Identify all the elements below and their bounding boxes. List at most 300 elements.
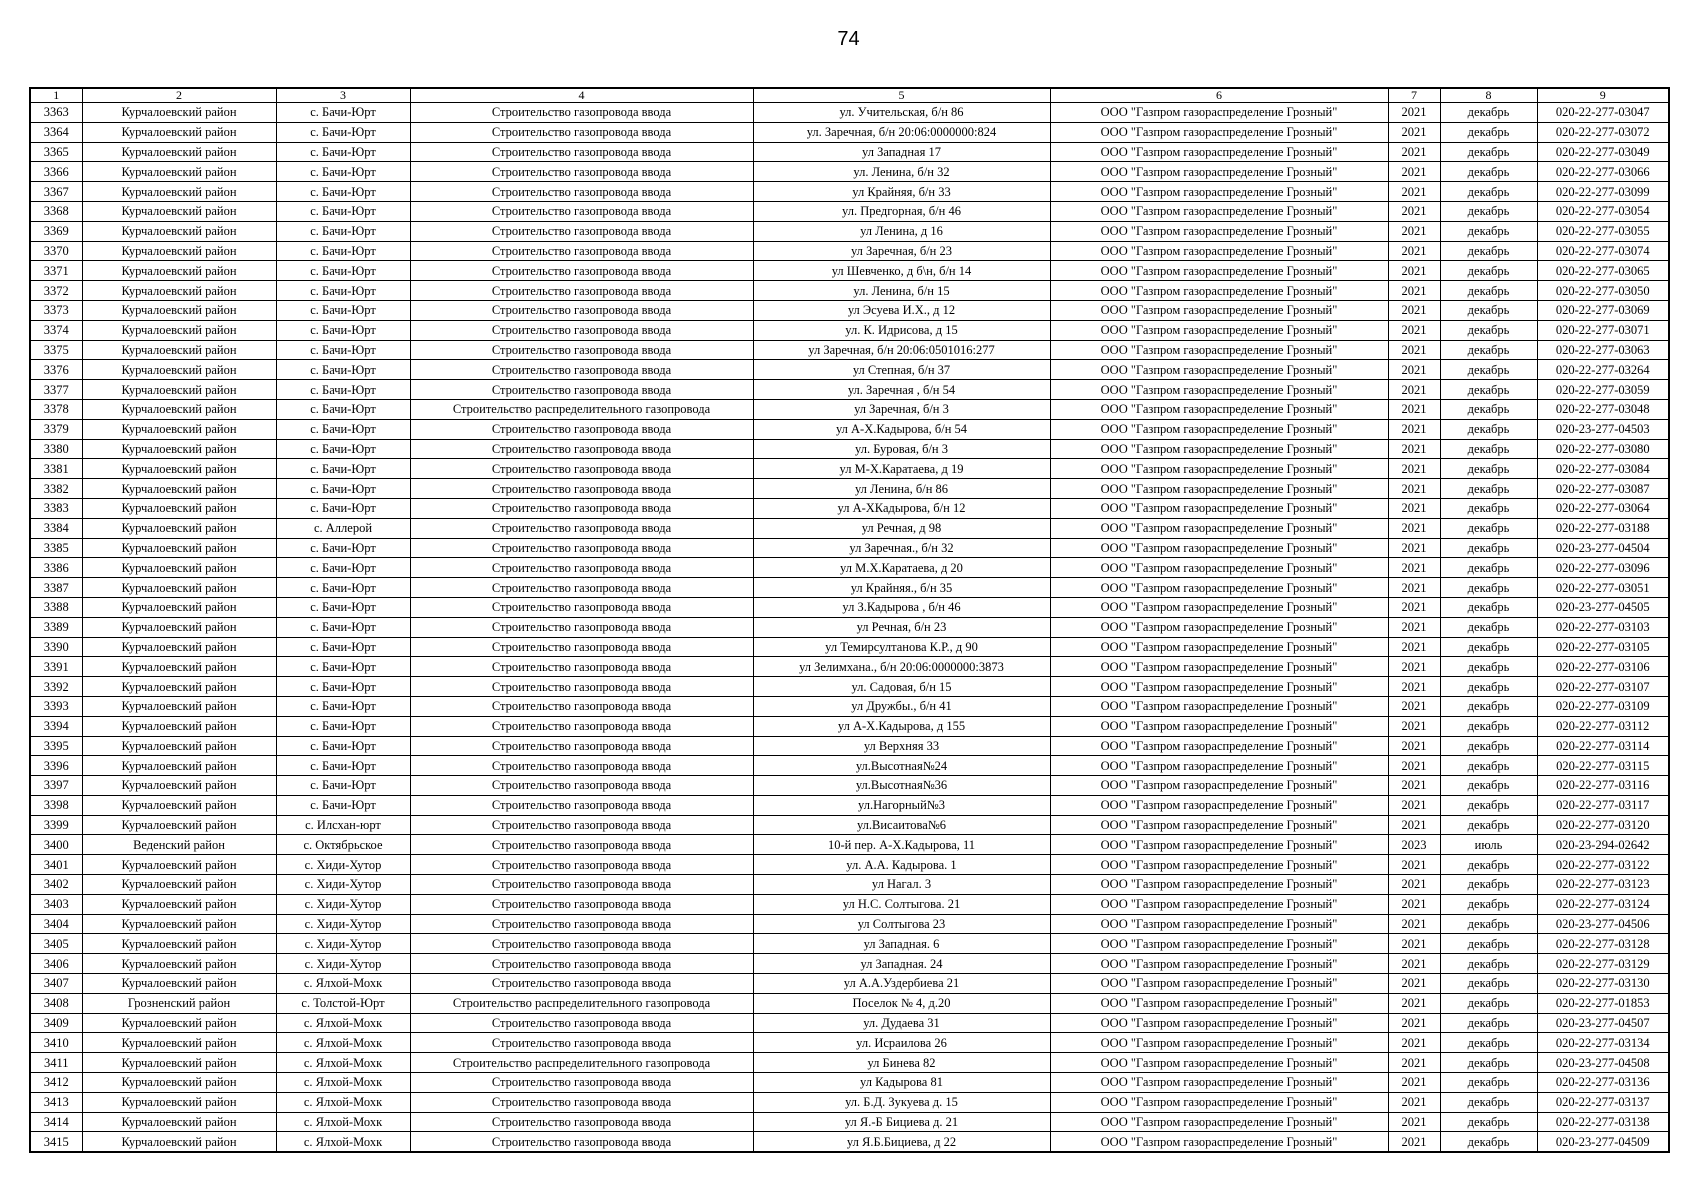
address-cell: ул Заречная, б/н 23 xyxy=(753,241,1050,261)
registration-number-cell: 020-22-277-03084 xyxy=(1537,459,1669,479)
address-cell: ул А-Х.Кадырова, д 155 xyxy=(753,716,1050,736)
district-cell: Курчалоевский район xyxy=(82,439,276,459)
settlement-cell: с. Ялхой-Мохк xyxy=(276,1033,410,1053)
row-number-cell: 3411 xyxy=(30,1053,82,1073)
month-cell: декабрь xyxy=(1440,380,1537,400)
year-cell: 2021 xyxy=(1388,162,1440,182)
row-number-cell: 3390 xyxy=(30,637,82,657)
organization-cell: ООО "Газпром газораспределение Грозный" xyxy=(1050,855,1388,875)
registration-number-cell: 020-22-277-03134 xyxy=(1537,1033,1669,1053)
table-row xyxy=(30,835,1669,855)
settlement-cell: с. Ялхой-Мохк xyxy=(276,1112,410,1132)
year-cell: 2021 xyxy=(1388,776,1440,796)
address-cell: ул Эсуева И.Х., д 12 xyxy=(753,300,1050,320)
address-cell: ул Ленина, б/н 86 xyxy=(753,479,1050,499)
year-cell: 2021 xyxy=(1388,498,1440,518)
work-type-cell: Строительство газопровода ввода xyxy=(410,162,753,182)
year-cell: 2021 xyxy=(1388,993,1440,1013)
registration-number-cell: 020-23-277-04504 xyxy=(1537,538,1669,558)
table-row xyxy=(30,419,1669,439)
work-type-cell: Строительство газопровода ввода xyxy=(410,1112,753,1132)
district-cell: Курчалоевский район xyxy=(82,716,276,736)
row-number-cell: 3395 xyxy=(30,736,82,756)
work-type-cell: Строительство газопровода ввода xyxy=(410,300,753,320)
year-cell: 2021 xyxy=(1388,696,1440,716)
settlement-cell: с. Бачи-Юрт xyxy=(276,103,410,123)
year-cell: 2021 xyxy=(1388,538,1440,558)
district-cell: Курчалоевский район xyxy=(82,756,276,776)
district-cell: Курчалоевский район xyxy=(82,558,276,578)
table-row xyxy=(30,221,1669,241)
month-cell: декабрь xyxy=(1440,360,1537,380)
row-number-cell: 3403 xyxy=(30,894,82,914)
address-cell: ул. Садовая, б/н 15 xyxy=(753,677,1050,697)
settlement-cell: с. Бачи-Юрт xyxy=(276,281,410,301)
month-cell: декабрь xyxy=(1440,1092,1537,1112)
district-cell: Курчалоевский район xyxy=(82,221,276,241)
district-cell: Курчалоевский район xyxy=(82,340,276,360)
settlement-cell: с. Ялхой-Мохк xyxy=(276,1092,410,1112)
address-cell: ул А.А.Уздербиева 21 xyxy=(753,974,1050,994)
district-cell: Курчалоевский район xyxy=(82,162,276,182)
row-number-cell: 3368 xyxy=(30,201,82,221)
year-cell: 2021 xyxy=(1388,1013,1440,1033)
address-cell: 10-й пер. А-Х.Кадырова, 11 xyxy=(753,835,1050,855)
month-cell: декабрь xyxy=(1440,201,1537,221)
month-cell: декабрь xyxy=(1440,479,1537,499)
year-cell: 2021 xyxy=(1388,241,1440,261)
district-cell: Курчалоевский район xyxy=(82,241,276,261)
month-cell: декабрь xyxy=(1440,538,1537,558)
registration-number-cell: 020-22-277-03116 xyxy=(1537,776,1669,796)
address-cell: ул Солтыгова 23 xyxy=(753,914,1050,934)
registration-number-cell: 020-22-277-03071 xyxy=(1537,320,1669,340)
organization-cell: ООО "Газпром газораспределение Грозный" xyxy=(1050,498,1388,518)
registration-number-cell: 020-22-277-03103 xyxy=(1537,617,1669,637)
district-cell: Курчалоевский район xyxy=(82,122,276,142)
month-cell: декабрь xyxy=(1440,736,1537,756)
settlement-cell: с. Хиди-Хутор xyxy=(276,914,410,934)
registration-number-cell: 020-22-277-03096 xyxy=(1537,558,1669,578)
year-cell: 2021 xyxy=(1388,934,1440,954)
work-type-cell: Строительство газопровода ввода xyxy=(410,835,753,855)
settlement-cell: с. Бачи-Юрт xyxy=(276,756,410,776)
organization-cell: ООО "Газпром газораспределение Грозный" xyxy=(1050,300,1388,320)
address-cell: ул Речная, д 98 xyxy=(753,518,1050,538)
work-type-cell: Строительство газопровода ввода xyxy=(410,558,753,578)
row-number-cell: 3381 xyxy=(30,459,82,479)
month-cell: декабрь xyxy=(1440,340,1537,360)
address-cell: ул. Заречная , б/н 54 xyxy=(753,380,1050,400)
address-cell: ул М-Х.Каратаева, д 19 xyxy=(753,459,1050,479)
year-cell: 2021 xyxy=(1388,558,1440,578)
month-cell: декабрь xyxy=(1440,696,1537,716)
row-number-cell: 3382 xyxy=(30,479,82,499)
table-body xyxy=(30,103,1669,1153)
row-number-cell: 3394 xyxy=(30,716,82,736)
organization-cell: ООО "Газпром газораспределение Грозный" xyxy=(1050,974,1388,994)
address-cell: ул. Буровая, б/н 3 xyxy=(753,439,1050,459)
row-number-cell: 3408 xyxy=(30,993,82,1013)
month-cell: декабрь xyxy=(1440,518,1537,538)
table-row xyxy=(30,103,1669,123)
month-cell: декабрь xyxy=(1440,300,1537,320)
organization-cell: ООО "Газпром газораспределение Грозный" xyxy=(1050,1053,1388,1073)
column-number-header-row xyxy=(30,88,1669,103)
year-cell: 2021 xyxy=(1388,261,1440,281)
address-cell: ул М.Х.Каратаева, д 20 xyxy=(753,558,1050,578)
year-cell: 2021 xyxy=(1388,677,1440,697)
registration-number-cell: 020-22-277-03099 xyxy=(1537,182,1669,202)
year-cell: 2021 xyxy=(1388,300,1440,320)
row-number-cell: 3384 xyxy=(30,518,82,538)
year-cell: 2021 xyxy=(1388,1073,1440,1093)
row-number-cell: 3369 xyxy=(30,221,82,241)
district-cell: Веденский район xyxy=(82,835,276,855)
district-cell: Курчалоевский район xyxy=(82,201,276,221)
work-type-cell: Строительство газопровода ввода xyxy=(410,1132,753,1152)
registration-number-cell: 020-22-277-03063 xyxy=(1537,340,1669,360)
district-cell: Курчалоевский район xyxy=(82,617,276,637)
address-cell: ул. А.А. Кадырова. 1 xyxy=(753,855,1050,875)
work-type-cell: Строительство газопровода ввода xyxy=(410,1092,753,1112)
row-number-cell: 3401 xyxy=(30,855,82,875)
row-number-cell: 3397 xyxy=(30,776,82,796)
table-row xyxy=(30,320,1669,340)
month-cell: декабрь xyxy=(1440,934,1537,954)
year-cell: 2021 xyxy=(1388,1033,1440,1053)
address-cell: ул. Б.Д. Зукуева д. 15 xyxy=(753,1092,1050,1112)
registration-number-cell: 020-22-277-03048 xyxy=(1537,399,1669,419)
month-cell: декабрь xyxy=(1440,162,1537,182)
organization-cell: ООО "Газпром газораспределение Грозный" xyxy=(1050,1112,1388,1132)
month-cell: декабрь xyxy=(1440,320,1537,340)
year-cell: 2021 xyxy=(1388,518,1440,538)
district-cell: Курчалоевский район xyxy=(82,954,276,974)
registration-number-cell: 020-22-277-03059 xyxy=(1537,380,1669,400)
month-cell: декабрь xyxy=(1440,993,1537,1013)
settlement-cell: с. Аллерой xyxy=(276,518,410,538)
address-cell: ул Нагал. 3 xyxy=(753,875,1050,895)
organization-cell: ООО "Газпром газораспределение Грозный" xyxy=(1050,1013,1388,1033)
work-type-cell: Строительство газопровода ввода xyxy=(410,934,753,954)
year-cell: 2021 xyxy=(1388,221,1440,241)
work-type-cell: Строительство газопровода ввода xyxy=(410,795,753,815)
year-cell: 2021 xyxy=(1388,1053,1440,1073)
month-cell: декабрь xyxy=(1440,1132,1537,1152)
year-cell: 2021 xyxy=(1388,875,1440,895)
work-type-cell: Строительство газопровода ввода xyxy=(410,201,753,221)
year-cell: 2021 xyxy=(1388,320,1440,340)
month-cell: декабрь xyxy=(1440,1073,1537,1093)
column-header: 9 xyxy=(1537,88,1669,103)
table-row xyxy=(30,162,1669,182)
registration-number-cell: 020-22-277-03087 xyxy=(1537,479,1669,499)
table-row xyxy=(30,1073,1669,1093)
address-cell: ул Темирсултанова К.Р., д 90 xyxy=(753,637,1050,657)
registration-number-cell: 020-22-277-03117 xyxy=(1537,795,1669,815)
column-header: 4 xyxy=(410,88,753,103)
settlement-cell: с. Бачи-Юрт xyxy=(276,360,410,380)
registration-number-cell: 020-22-277-03115 xyxy=(1537,756,1669,776)
organization-cell: ООО "Газпром газораспределение Грозный" xyxy=(1050,795,1388,815)
organization-cell: ООО "Газпром газораспределение Грозный" xyxy=(1050,677,1388,697)
year-cell: 2021 xyxy=(1388,380,1440,400)
row-number-cell: 3379 xyxy=(30,419,82,439)
work-type-cell: Строительство газопровода ввода xyxy=(410,241,753,261)
address-cell: ул Заречная., б/н 32 xyxy=(753,538,1050,558)
row-number-cell: 3378 xyxy=(30,399,82,419)
table-row xyxy=(30,142,1669,162)
month-cell: декабрь xyxy=(1440,419,1537,439)
district-cell: Курчалоевский район xyxy=(82,934,276,954)
organization-cell: ООО "Газпром газораспределение Грозный" xyxy=(1050,736,1388,756)
row-number-cell: 3412 xyxy=(30,1073,82,1093)
row-number-cell: 3376 xyxy=(30,360,82,380)
organization-cell: ООО "Газпром газораспределение Грозный" xyxy=(1050,360,1388,380)
table-row xyxy=(30,993,1669,1013)
table-row xyxy=(30,498,1669,518)
month-cell: декабрь xyxy=(1440,221,1537,241)
month-cell: декабрь xyxy=(1440,281,1537,301)
settlement-cell: с. Хиди-Хутор xyxy=(276,875,410,895)
row-number-cell: 3372 xyxy=(30,281,82,301)
address-cell: ул.Висаитова№6 xyxy=(753,815,1050,835)
table-row xyxy=(30,1132,1669,1152)
work-type-cell: Строительство газопровода ввода xyxy=(410,894,753,914)
work-type-cell: Строительство газопровода ввода xyxy=(410,320,753,340)
registration-number-cell: 020-22-277-03072 xyxy=(1537,122,1669,142)
settlement-cell: с. Хиди-Хутор xyxy=(276,954,410,974)
registration-number-cell: 020-22-277-03050 xyxy=(1537,281,1669,301)
settlement-cell: с. Бачи-Юрт xyxy=(276,300,410,320)
registration-number-cell: 020-22-277-03109 xyxy=(1537,696,1669,716)
organization-cell: ООО "Газпром газораспределение Грозный" xyxy=(1050,993,1388,1013)
row-number-cell: 3365 xyxy=(30,142,82,162)
year-cell: 2021 xyxy=(1388,419,1440,439)
organization-cell: ООО "Газпром газораспределение Грозный" xyxy=(1050,419,1388,439)
registration-number-cell: 020-22-277-03114 xyxy=(1537,736,1669,756)
settlement-cell: с. Ялхой-Мохк xyxy=(276,1053,410,1073)
table-row xyxy=(30,677,1669,697)
table-row xyxy=(30,241,1669,261)
month-cell: декабрь xyxy=(1440,578,1537,598)
district-cell: Курчалоевский район xyxy=(82,142,276,162)
settlement-cell: с. Бачи-Юрт xyxy=(276,182,410,202)
year-cell: 2021 xyxy=(1388,340,1440,360)
row-number-cell: 3404 xyxy=(30,914,82,934)
registration-number-cell: 020-22-277-03047 xyxy=(1537,103,1669,123)
work-type-cell: Строительство газопровода ввода xyxy=(410,182,753,202)
month-cell: декабрь xyxy=(1440,122,1537,142)
organization-cell: ООО "Газпром газораспределение Грозный" xyxy=(1050,340,1388,360)
organization-cell: ООО "Газпром газораспределение Грозный" xyxy=(1050,261,1388,281)
row-number-cell: 3374 xyxy=(30,320,82,340)
registration-number-cell: 020-22-277-03138 xyxy=(1537,1112,1669,1132)
row-number-cell: 3400 xyxy=(30,835,82,855)
table-row xyxy=(30,716,1669,736)
table-row xyxy=(30,518,1669,538)
settlement-cell: с. Ялхой-Мохк xyxy=(276,1013,410,1033)
organization-cell: ООО "Газпром газораспределение Грозный" xyxy=(1050,1033,1388,1053)
work-type-cell: Строительство газопровода ввода xyxy=(410,538,753,558)
table-row xyxy=(30,1053,1669,1073)
month-cell: декабрь xyxy=(1440,142,1537,162)
table-row xyxy=(30,736,1669,756)
row-number-cell: 3393 xyxy=(30,696,82,716)
table-row xyxy=(30,617,1669,637)
column-header: 8 xyxy=(1440,88,1537,103)
registration-number-cell: 020-22-277-01853 xyxy=(1537,993,1669,1013)
registration-number-cell: 020-22-277-03064 xyxy=(1537,498,1669,518)
organization-cell: ООО "Газпром газораспределение Грозный" xyxy=(1050,221,1388,241)
month-cell: декабрь xyxy=(1440,795,1537,815)
row-number-cell: 3410 xyxy=(30,1033,82,1053)
organization-cell: ООО "Газпром газораспределение Грозный" xyxy=(1050,657,1388,677)
month-cell: декабрь xyxy=(1440,1053,1537,1073)
year-cell: 2021 xyxy=(1388,716,1440,736)
registration-number-cell: 020-22-277-03123 xyxy=(1537,875,1669,895)
table-row xyxy=(30,894,1669,914)
row-number-cell: 3383 xyxy=(30,498,82,518)
settlement-cell: с. Бачи-Юрт xyxy=(276,261,410,281)
settlement-cell: с. Бачи-Юрт xyxy=(276,459,410,479)
gas-pipeline-register-table xyxy=(29,87,1670,1153)
registration-number-cell: 020-22-277-03055 xyxy=(1537,221,1669,241)
district-cell: Курчалоевский район xyxy=(82,1013,276,1033)
registration-number-cell: 020-22-277-03069 xyxy=(1537,300,1669,320)
row-number-cell: 3375 xyxy=(30,340,82,360)
registration-number-cell: 020-22-277-03188 xyxy=(1537,518,1669,538)
organization-cell: ООО "Газпром газораспределение Грозный" xyxy=(1050,934,1388,954)
table-row xyxy=(30,875,1669,895)
district-cell: Грозненский район xyxy=(82,993,276,1013)
table-row xyxy=(30,1112,1669,1132)
work-type-cell: Строительство газопровода ввода xyxy=(410,954,753,974)
settlement-cell: с. Бачи-Юрт xyxy=(276,657,410,677)
organization-cell: ООО "Газпром газораспределение Грозный" xyxy=(1050,122,1388,142)
work-type-cell: Строительство газопровода ввода xyxy=(410,122,753,142)
registration-number-cell: 020-22-277-03049 xyxy=(1537,142,1669,162)
month-cell: декабрь xyxy=(1440,677,1537,697)
district-cell: Курчалоевский район xyxy=(82,1112,276,1132)
work-type-cell: Строительство газопровода ввода xyxy=(410,1033,753,1053)
registration-number-cell: 020-23-277-04505 xyxy=(1537,597,1669,617)
registration-number-cell: 020-22-277-03074 xyxy=(1537,241,1669,261)
work-type-cell: Строительство газопровода ввода xyxy=(410,439,753,459)
work-type-cell: Строительство газопровода ввода xyxy=(410,1013,753,1033)
organization-cell: ООО "Газпром газораспределение Грозный" xyxy=(1050,518,1388,538)
organization-cell: ООО "Газпром газораспределение Грозный" xyxy=(1050,182,1388,202)
table-row xyxy=(30,558,1669,578)
address-cell: ул Я.-Б Бициева д. 21 xyxy=(753,1112,1050,1132)
settlement-cell: с. Ялхой-Мохк xyxy=(276,974,410,994)
work-type-cell: Строительство газопровода ввода xyxy=(410,875,753,895)
month-cell: декабрь xyxy=(1440,597,1537,617)
organization-cell: ООО "Газпром газораспределение Грозный" xyxy=(1050,162,1388,182)
month-cell: декабрь xyxy=(1440,182,1537,202)
month-cell: июль xyxy=(1440,835,1537,855)
address-cell: ул Бинева 82 xyxy=(753,1053,1050,1073)
year-cell: 2021 xyxy=(1388,439,1440,459)
address-cell: ул Западная. 6 xyxy=(753,934,1050,954)
registration-number-cell: 020-22-277-03106 xyxy=(1537,657,1669,677)
work-type-cell: Строительство газопровода ввода xyxy=(410,479,753,499)
district-cell: Курчалоевский район xyxy=(82,103,276,123)
registration-number-cell: 020-22-277-03080 xyxy=(1537,439,1669,459)
column-header: 5 xyxy=(753,88,1050,103)
table-row xyxy=(30,1013,1669,1033)
row-number-cell: 3366 xyxy=(30,162,82,182)
organization-cell: ООО "Газпром газораспределение Грозный" xyxy=(1050,1132,1388,1152)
address-cell: ул Крайняя., б/н 35 xyxy=(753,578,1050,598)
registration-number-cell: 020-22-277-03122 xyxy=(1537,855,1669,875)
column-header: 6 xyxy=(1050,88,1388,103)
district-cell: Курчалоевский район xyxy=(82,875,276,895)
address-cell: ул Крайняя, б/н 33 xyxy=(753,182,1050,202)
work-type-cell: Строительство распределительного газопровода xyxy=(410,993,753,1013)
table-row xyxy=(30,795,1669,815)
address-cell: ул.Нагорный№3 xyxy=(753,795,1050,815)
registration-number-cell: 020-23-277-04506 xyxy=(1537,914,1669,934)
address-cell: ул Заречная, б/н 20:06:0501016:277 xyxy=(753,340,1050,360)
column-header: 3 xyxy=(276,88,410,103)
settlement-cell: с. Бачи-Юрт xyxy=(276,380,410,400)
district-cell: Курчалоевский район xyxy=(82,795,276,815)
work-type-cell: Строительство газопровода ввода xyxy=(410,815,753,835)
work-type-cell: Строительство газопровода ввода xyxy=(410,974,753,994)
organization-cell: ООО "Газпром газораспределение Грозный" xyxy=(1050,1073,1388,1093)
year-cell: 2023 xyxy=(1388,835,1440,855)
row-number-cell: 3399 xyxy=(30,815,82,835)
work-type-cell: Строительство газопровода ввода xyxy=(410,736,753,756)
address-cell: ул Речная, б/н 23 xyxy=(753,617,1050,637)
address-cell: ул Степная, б/н 37 xyxy=(753,360,1050,380)
table-row xyxy=(30,360,1669,380)
page-number: 74 xyxy=(837,28,860,50)
settlement-cell: с. Бачи-Юрт xyxy=(276,439,410,459)
organization-cell: ООО "Газпром газораспределение Грозный" xyxy=(1050,776,1388,796)
work-type-cell: Строительство газопровода ввода xyxy=(410,597,753,617)
organization-cell: ООО "Газпром газораспределение Грозный" xyxy=(1050,479,1388,499)
month-cell: декабрь xyxy=(1440,1033,1537,1053)
registration-number-cell: 020-22-277-03107 xyxy=(1537,677,1669,697)
table-row xyxy=(30,281,1669,301)
row-number-cell: 3391 xyxy=(30,657,82,677)
organization-cell: ООО "Газпром газораспределение Грозный" xyxy=(1050,637,1388,657)
district-cell: Курчалоевский район xyxy=(82,320,276,340)
district-cell: Курчалоевский район xyxy=(82,776,276,796)
table-row xyxy=(30,399,1669,419)
month-cell: декабрь xyxy=(1440,103,1537,123)
organization-cell: ООО "Газпром газораспределение Грозный" xyxy=(1050,459,1388,479)
address-cell: Поселок № 4, д.20 xyxy=(753,993,1050,1013)
settlement-cell: с. Бачи-Юрт xyxy=(276,340,410,360)
settlement-cell: с. Бачи-Юрт xyxy=(276,122,410,142)
row-number-cell: 3413 xyxy=(30,1092,82,1112)
settlement-cell: с. Бачи-Юрт xyxy=(276,558,410,578)
month-cell: декабрь xyxy=(1440,1013,1537,1033)
year-cell: 2021 xyxy=(1388,954,1440,974)
table-row xyxy=(30,201,1669,221)
month-cell: декабрь xyxy=(1440,558,1537,578)
work-type-cell: Строительство газопровода ввода xyxy=(410,776,753,796)
settlement-cell: с. Бачи-Юрт xyxy=(276,617,410,637)
organization-cell: ООО "Газпром газораспределение Грозный" xyxy=(1050,103,1388,123)
year-cell: 2021 xyxy=(1388,657,1440,677)
table-row xyxy=(30,1033,1669,1053)
table-row xyxy=(30,1092,1669,1112)
